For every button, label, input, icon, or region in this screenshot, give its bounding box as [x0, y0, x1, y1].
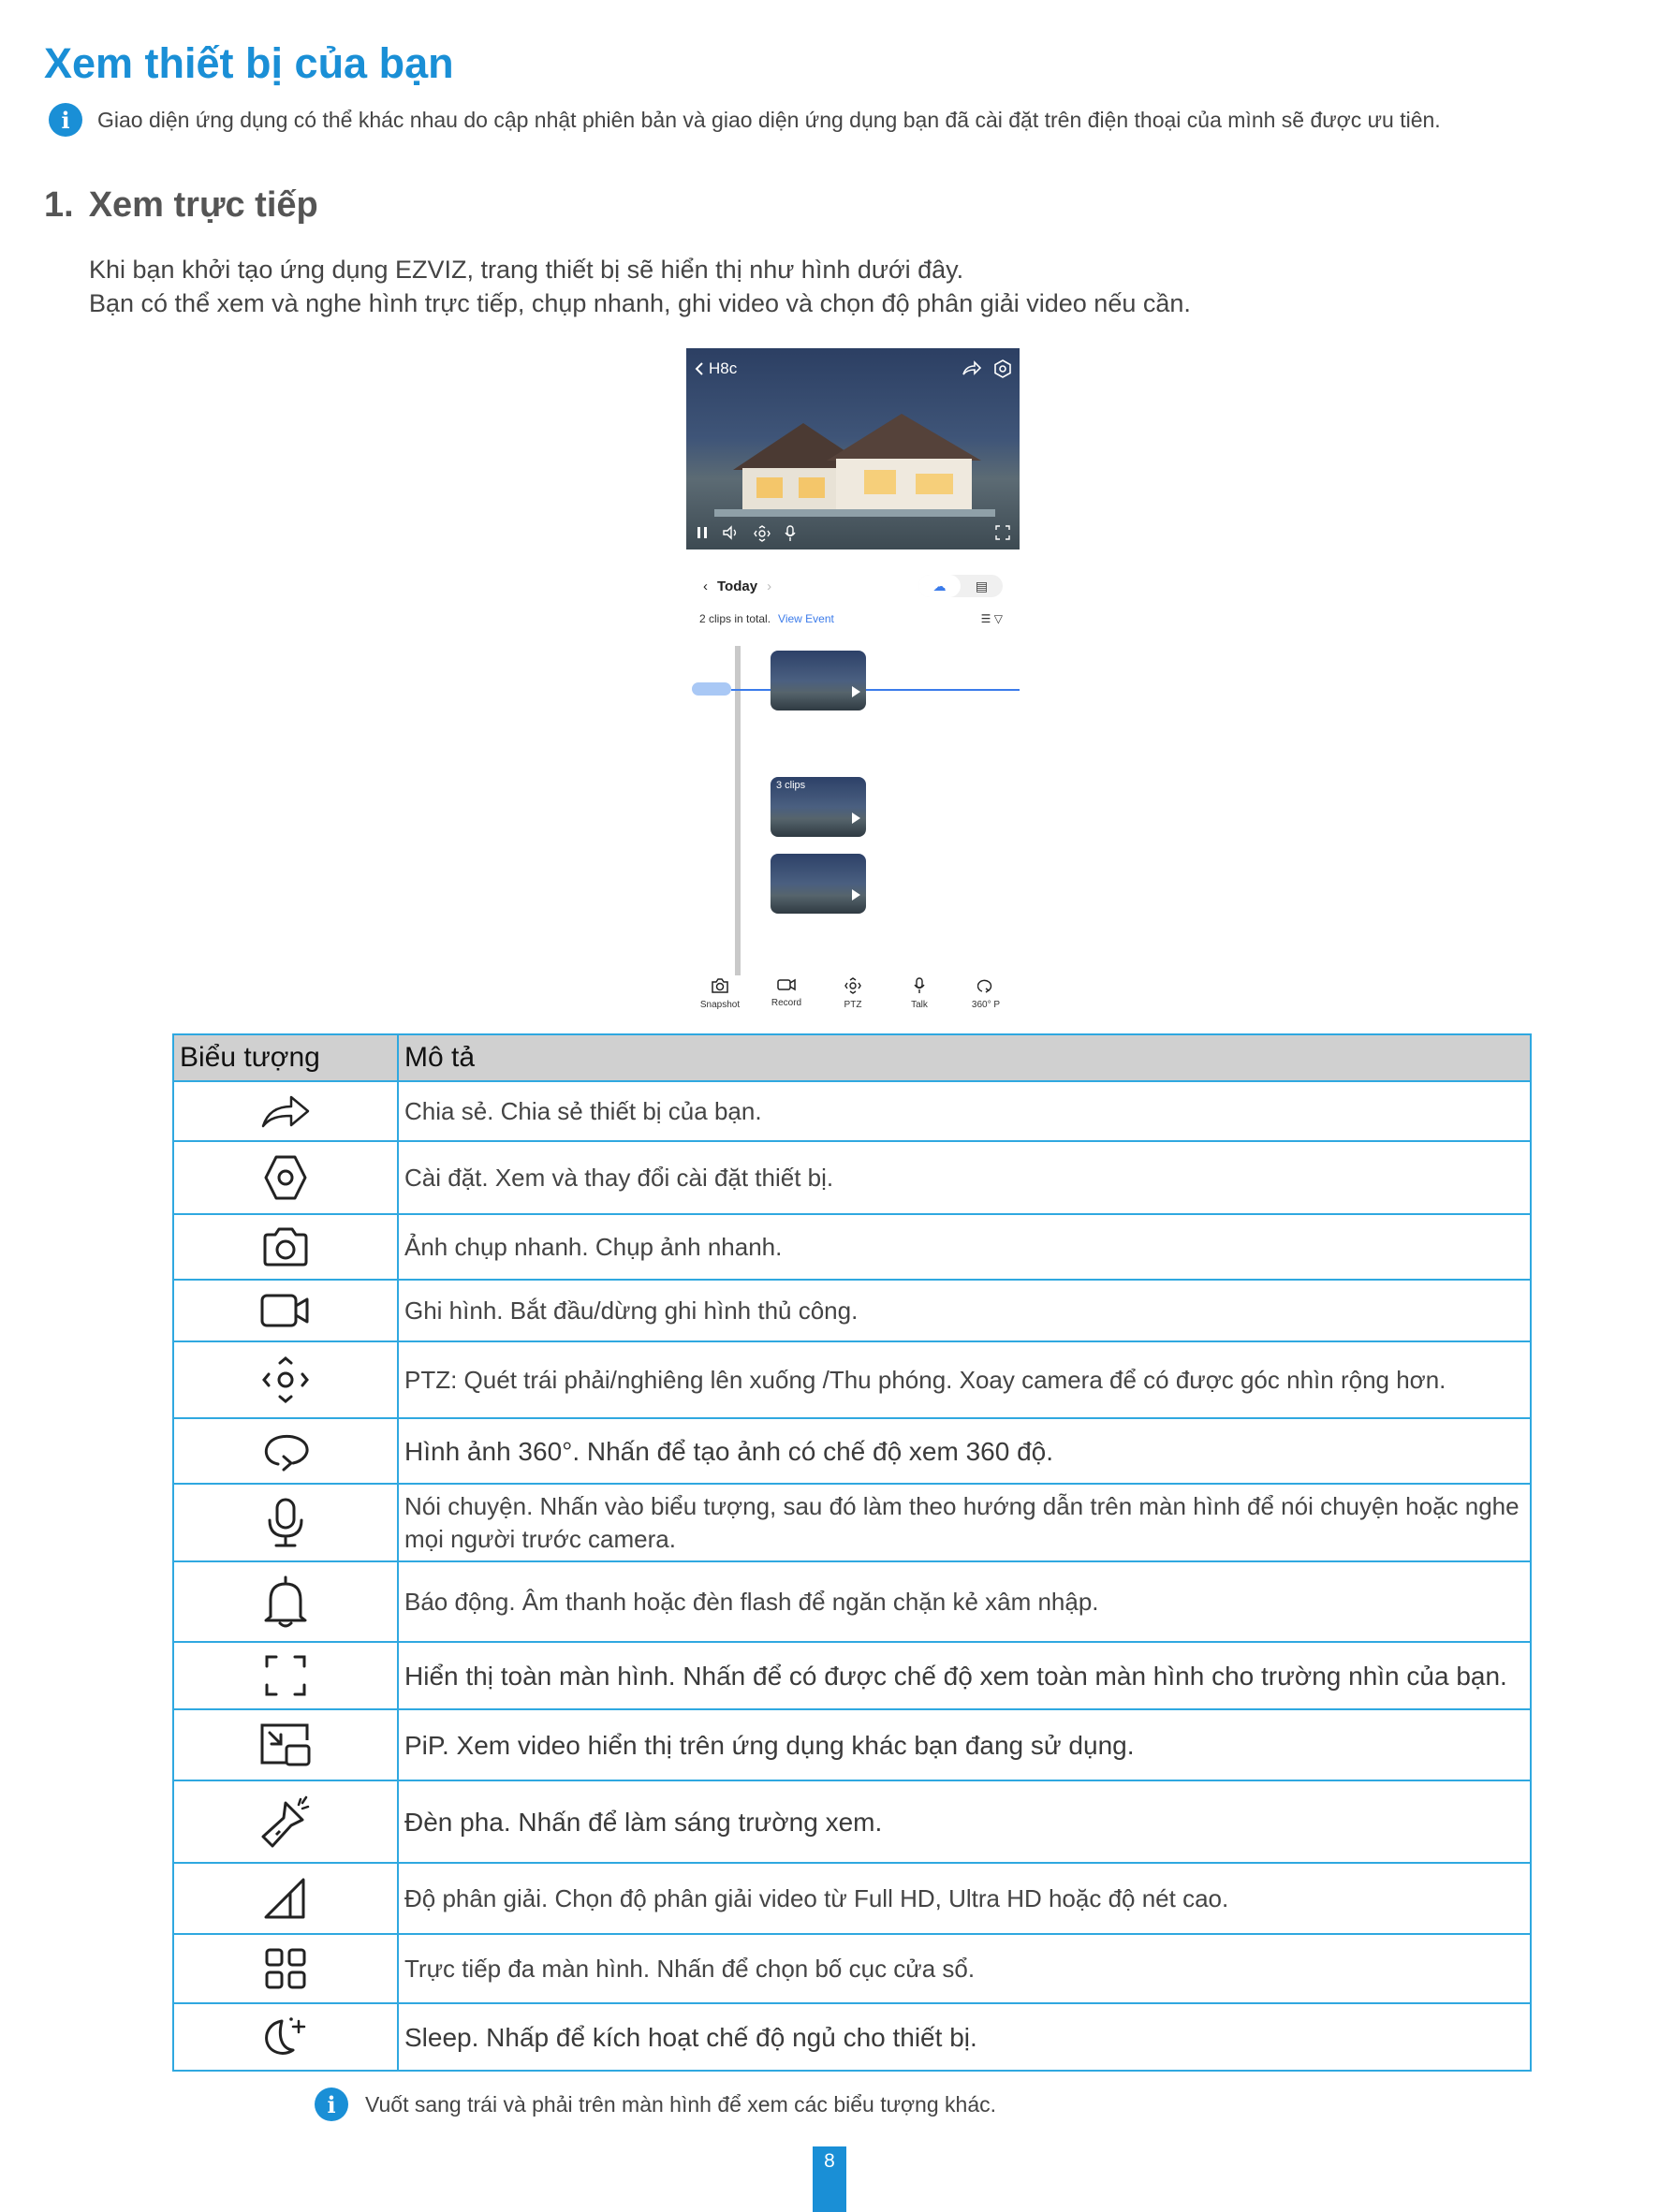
description-cell: Độ phân giải. Chọn độ phân giải video từ Full HD, Ultra HD hoặc độ nét cao. — [398, 1863, 1531, 1934]
table-row — [173, 1214, 1531, 1280]
section-number: 1. — [44, 185, 74, 225]
tool-label: Snapshot — [699, 1000, 741, 1010]
description-cell: Sleep. Nhấp để kích hoạt chế độ ngủ cho thiết bị. — [398, 2003, 1531, 2071]
table-row — [173, 1484, 1531, 1561]
description-cell: Ảnh chụp nhanh. Chụp ảnh nhanh. — [398, 1214, 1531, 1280]
info-icon: i — [315, 2087, 348, 2121]
icon-cell — [173, 1484, 398, 1561]
storage-toggle[interactable] — [918, 575, 1003, 597]
info-icon: i — [49, 103, 82, 137]
bottom-note — [315, 2087, 996, 2121]
live-view — [686, 348, 1020, 549]
ptz-icon — [844, 977, 861, 994]
icon-cell — [173, 1081, 398, 1141]
microphone-icon — [913, 977, 926, 994]
table-row — [173, 2003, 1531, 2071]
device-name: H8c — [709, 359, 738, 377]
play-icon — [852, 889, 860, 901]
ptz-icon[interactable] — [754, 525, 771, 542]
info-note-text: Giao diện ứng dụng có thể khác nhau do cập nhật phiên bản và giao diện ứng dụng bạn đã cài đặt trên điện thoại của mình sẽ được ưu tiên. — [97, 107, 1441, 132]
table-row — [173, 1780, 1531, 1863]
panorama-360-icon — [261, 1430, 310, 1472]
tool-label: 360° P — [971, 1000, 1001, 1010]
microphone-icon[interactable] — [784, 525, 797, 542]
description-cell: Cài đặt. Xem và thay đổi cài đặt thiết bị. — [398, 1141, 1531, 1214]
info-note — [49, 103, 1441, 137]
icon-cell — [173, 1863, 398, 1934]
record-button[interactable] — [758, 977, 815, 1022]
panorama-button[interactable] — [958, 977, 1014, 1022]
header-icon: Biểu tượng — [173, 1034, 398, 1081]
sd-card-icon[interactable]: ▤ — [975, 578, 989, 593]
description-cell: Đèn pha. Nhấn để làm sáng trường xem. — [398, 1780, 1531, 1863]
clip-thumbnail[interactable] — [771, 777, 866, 837]
description-cell: Hiển thị toàn màn hình. Nhấn để có được chế độ xem toàn màn hình cho trường nhìn của bạn. — [398, 1642, 1531, 1709]
table-row — [173, 1280, 1531, 1341]
description-cell: Trực tiếp đa màn hình. Nhấn để chọn bố cục cửa sổ. — [398, 1934, 1531, 2003]
fullscreen-icon — [262, 1652, 309, 1699]
icon-cell — [173, 1780, 398, 1863]
icon-cell — [173, 1709, 398, 1780]
talk-button[interactable] — [891, 977, 947, 1022]
app-screenshot — [686, 348, 1020, 1022]
settings-icon[interactable] — [993, 359, 1012, 378]
intro-line-1: Khi bạn khởi tạo ứng dụng EZVIZ, trang thiết bị sẽ hiển thị như hình dưới đây. — [89, 256, 964, 284]
icon-cell — [173, 1418, 398, 1484]
ptz-button[interactable] — [825, 977, 881, 1022]
timeline-marker[interactable] — [692, 682, 731, 696]
intro-line-2: Bạn có thể xem và nghe hình trực tiếp, chụp nhanh, ghi video và chọn độ phân giải video nếu cần. — [89, 289, 1191, 317]
page-title: Xem thiết bị của bạn — [44, 39, 454, 87]
camera-icon — [711, 977, 729, 994]
share-icon[interactable] — [962, 359, 982, 376]
prev-day-button[interactable]: ‹ — [703, 578, 708, 594]
ptz-icon — [260, 1355, 311, 1405]
icon-table — [172, 1033, 1532, 2072]
volume-icon[interactable] — [722, 525, 741, 540]
section-heading — [44, 185, 318, 226]
view-event-link[interactable]: View Event — [778, 612, 834, 625]
record-icon — [259, 1292, 312, 1329]
bell-icon — [262, 1574, 309, 1630]
table-row — [173, 1418, 1531, 1484]
icon-cell — [173, 1141, 398, 1214]
snapshot-button[interactable] — [692, 977, 748, 1022]
back-button[interactable] — [694, 359, 737, 378]
play-icon — [852, 686, 860, 697]
clip-thumbnail[interactable] — [771, 651, 866, 710]
tool-label: Talk — [911, 1000, 928, 1010]
icon-cell — [173, 1214, 398, 1280]
list-view-icon[interactable]: ☰ — [980, 612, 991, 625]
pip-icon — [258, 1721, 313, 1768]
table-row — [173, 1642, 1531, 1709]
clip-thumbnail[interactable] — [771, 854, 866, 914]
header-description: Mô tả — [398, 1034, 1531, 1081]
clips-total: 2 clips in total. — [699, 612, 771, 625]
cloud-icon[interactable]: ☁ — [918, 575, 961, 597]
icon-cell — [173, 1280, 398, 1341]
table-row — [173, 1081, 1531, 1141]
description-cell: Báo động. Âm thanh hoặc đèn flash để ngăn chặn kẻ xâm nhập. — [398, 1561, 1531, 1642]
icon-cell — [173, 1341, 398, 1418]
description-cell: PiP. Xem video hiển thị trên ứng dụng khác bạn đang sử dụng. — [398, 1709, 1531, 1780]
timeline-bar[interactable] — [735, 646, 741, 975]
camera-icon — [261, 1226, 310, 1267]
icon-cell — [173, 1642, 398, 1709]
filter-icon[interactable]: ▽ — [993, 612, 1003, 625]
panorama-360-icon — [977, 977, 994, 994]
microphone-icon — [265, 1497, 306, 1549]
flashlight-icon — [257, 1794, 314, 1850]
share-icon — [260, 1092, 311, 1130]
table-row — [173, 1863, 1531, 1934]
house-image — [714, 404, 995, 517]
table-row — [173, 1709, 1531, 1780]
next-day-button[interactable]: › — [767, 578, 772, 594]
table-row — [173, 1141, 1531, 1214]
description-cell: PTZ: Quét trái phải/nghiêng lên xuống /Thu phóng. Xoay camera để có được góc nhìn rộng hơn. — [398, 1341, 1531, 1418]
chevron-left-icon — [694, 361, 705, 376]
icon-cell — [173, 1934, 398, 2003]
pause-icon[interactable] — [696, 525, 709, 540]
description-cell: Hình ảnh 360°. Nhấn để tạo ảnh có chế độ xem 360 độ. — [398, 1418, 1531, 1484]
clip-count-badge: 3 clips — [776, 780, 806, 791]
bottom-note-text: Vuốt sang trái và phải trên màn hình để xem các biểu tượng khác. — [365, 2091, 997, 2117]
icon-cell — [173, 1561, 398, 1642]
multi-screen-icon — [263, 1946, 308, 1991]
page-number: 8 — [813, 2146, 846, 2212]
fullscreen-icon[interactable] — [995, 525, 1010, 540]
date-label: Today — [717, 578, 758, 594]
icon-cell — [173, 2003, 398, 2071]
resolution-icon — [262, 1876, 309, 1921]
sleep-icon — [261, 2015, 310, 2058]
table-row — [173, 1341, 1531, 1418]
tool-label: Record — [771, 998, 802, 1008]
tool-label: PTZ — [844, 1000, 862, 1010]
record-icon — [776, 977, 797, 992]
description-cell: Ghi hình. Bắt đầu/dừng ghi hình thủ công. — [398, 1280, 1531, 1341]
description-cell: Chia sẻ. Chia sẻ thiết bị của bạn. — [398, 1081, 1531, 1141]
settings-icon — [262, 1153, 309, 1202]
toolbar — [686, 977, 1020, 1022]
description-cell: Nói chuyện. Nhấn vào biểu tượng, sau đó làm theo hướng dẫn trên màn hình để nói chuyện hoặc nghe mọi người trước camera. — [398, 1484, 1531, 1561]
intro-paragraph — [89, 253, 1191, 320]
table-row — [173, 1934, 1531, 2003]
play-icon — [852, 813, 860, 824]
section-title: Xem trực tiếp — [88, 185, 318, 225]
table-header-row — [173, 1034, 1531, 1081]
table-row — [173, 1561, 1531, 1642]
